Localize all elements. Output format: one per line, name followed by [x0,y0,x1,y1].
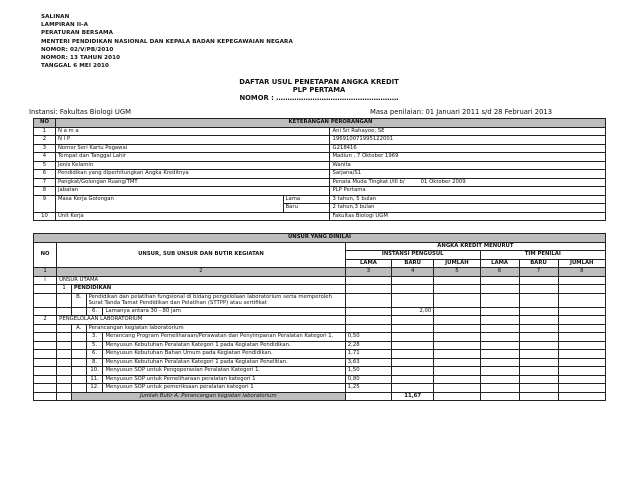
row-value: 3 tahun, 5 bulan [330,195,606,204]
item-no: 6. [86,307,103,316]
header-line: NOMOR: 13 TAHUN 2010 [41,55,121,62]
jumlah-value: 11,67 [392,392,434,401]
index-cell: 1 [34,268,57,277]
header-line: LAMPIRAN II-A [41,22,89,29]
row-no: 4 [34,153,56,162]
sub-letter: A. [71,324,86,333]
row-value: PLP Pertama [330,187,606,196]
table-row [34,170,606,179]
item-no: 10. [86,367,103,376]
document-title: DAFTAR USUL PENETAPAN ANGKA KREDIT [239,78,399,86]
col-instansi-pengusul-header: INSTANSI PENGUSUL [345,251,480,260]
table-row [34,195,606,204]
row-label: N a m a [55,127,330,136]
item-no: 12. [86,384,103,393]
index-cell: 8 [558,268,605,277]
header-line: NOMOR: 02/V/PB/2010 [41,46,114,53]
row-no: 8 [34,187,56,196]
col-baru: BARU [392,259,434,268]
table-row [34,178,606,187]
item-lama-value: 0,50 [345,333,391,342]
item-lama-value: 1,71 [345,350,391,359]
item-no: 11. [86,375,103,384]
sub-unsur-text: Perancangan kegiatan laboratorium [86,324,345,333]
row-no: 1 [34,127,56,136]
index-cell: 5 [434,268,480,277]
table-row [34,136,606,145]
scores-table: UNSUR YANG DINILAI NO UNSUR, SUB UNSUR DAN BUTIR KEGIATAN ANGKA KREDIT MENURUT INSTANSI PENGUSUL TIM PENILAI LAMA BARU JUMLAH LAMA BARU JUMLAH 1 2 3 4 5 6 7 8 I UNSUR UTAMA 1 PENDIDIKAN B. Pendidikan dan pelatihan fungsional di bidang pengelolaan laboratorium serta memperoleh Surat Tanda Tamat Pendidikan dan Pelatihan (STTPP) atau sertifikat 6. Lamanya antara 30 - 80 jam 2,00 2 PENGELOLAAN LABORATORIUM A. Perancangan kegiatan laboratorium 3. Merancang Program Pemeliharaan/Perawatan dan Penyimpanan Peralatan Kategori 1. 0,50 5. Menyusun Kebutuhan Peralatan Kategori 1 pada Kegiatan Pendidikan. 2,28 6. Menyusun Kebutuhan Bahan Umum pada Kegiatan Pendidikan. 1,71 8. Menyusun Kebutuhan Peralatan Kategori 1 pada Kegiatan Penelitian. 3,63 10. Menyusun SOP untuk Pengoperasian Peralatan Kategori 1. 1,50 11. Menyusun SOP untuk Pemeliharaan peralatan kategori 1 0,80 12. Menyusun SOP untuk pemeriksaan peralatan kategori 1 1,25 Jumlah Butir A. Perancangan kegiatan laboratorium 11,67 [33,233,606,401]
row-label: Masa Kerja Golongan [55,195,283,212]
row-sublabel-lama: Lama [283,195,330,204]
item-lama-value: 0,80 [345,375,391,384]
col-jumlah: JUMLAH [434,259,480,268]
personal-info-table [33,118,606,221]
row-value: Madiun , 7 Oktober 1969 [330,153,606,162]
table-row [34,384,606,393]
table-row [34,127,606,136]
item-text: Merancang Program Pemeliharaan/Perawatan dan Penyimpanan Peralatan Kategori 1. [103,333,345,342]
item-baru-value: 2,00 [392,307,434,316]
col-unsur-header: UNSUR, SUB UNSUR DAN BUTIR KEGIATAN [57,242,346,268]
row-label: Jenis Kelamin [55,161,330,170]
col-no-header: NO [34,119,56,128]
row-value [330,178,606,187]
item-lama-value: 1,25 [345,384,391,393]
item-no: 6. [86,350,103,359]
index-cell: 7 [519,268,558,277]
col-no-header: NO [34,242,57,268]
row-value: Ani Sri Rahayoe, SE [330,127,606,136]
jumlah-label: Jumlah Butir A. Perancangan kegiatan laboratorium [71,392,345,401]
pendidikan-label: PENDIDIKAN [71,285,345,294]
item-text: Menyusun SOP untuk Pengoperasian Peralatan Kategori 1. [103,367,345,376]
row-sublabel-baru: Baru [283,204,330,213]
index-cell: 2 [57,268,346,277]
row-no: 6 [34,170,56,179]
col-lama: LAMA [480,259,519,268]
row-no: 3 [34,144,56,153]
unsur-dinilai-header: UNSUR YANG DINILAI [34,234,606,243]
item-lama-value: 2,28 [345,341,391,350]
header-line: PERATURAN BERSAMA [41,30,114,37]
table-row [34,161,606,170]
col-lama: LAMA [345,259,391,268]
table-row [34,212,606,221]
table-row [34,333,606,342]
item-no: 8. [86,358,103,367]
masa-penilaian: Masa penilaian: 01 Januari 2011 s/d 28 Februari 2013 [370,108,553,116]
document-subtitle: PLP PERTAMA [292,86,346,94]
row-value: Sarjana/S1 [330,170,606,179]
item-text: Menyusun SOP untuk pemeriksaan peralatan kategori 1 [103,384,345,393]
col-jumlah: JUMLAH [558,259,605,268]
item-text: Menyusun Kebutuhan Peralatan Kategori 1 pada Kegiatan Penelitian. [103,358,345,367]
row-value: 2 tahun,3 bulan [330,204,606,213]
item-text: Lamanya antara 30 - 80 jam [103,307,345,316]
row-label: Pangkat/Golongan Ruang/TMT [55,178,330,187]
sub-letter: B. [71,293,86,307]
row-value: Wanita [330,161,606,170]
index-cell: 6 [480,268,519,277]
row-label: Unit Kerja [55,212,330,221]
item-text: Menyusun SOP untuk Pemeliharaan peralatan kategori 1 [103,375,345,384]
table-row [34,144,606,153]
table-row [34,375,606,384]
col-angka-kredit-header: ANGKA KREDIT MENURUT [345,242,605,251]
row-no: 5 [34,161,56,170]
header-line: MENTERI PENDIDIKAN NASIONAL DAN KEPALA BADAN KEPEGAWAIAN NEGARA [41,38,293,45]
row-no: 7 [34,178,56,187]
row-no: 10 [34,212,56,221]
header-line: SALINAN [41,14,70,20]
index-cell: 4 [392,268,434,277]
row-label: Pendidikan yang diperhitungkan Angka Kreditnya [55,170,330,179]
row-label: N I P [55,136,330,145]
table-row [34,350,606,359]
row-label: Nomor Seri Kartu Pegawai [55,144,330,153]
index-cell: 3 [345,268,391,277]
table-row [34,187,606,196]
document-number: NOMOR : ……………………………………………… [239,94,399,102]
row-value: Fakultas Biologi UGM [330,212,606,221]
row-label: Tempat dan Tanggal Lahir [55,153,330,162]
row-value: 196910071995122001 [330,136,606,145]
table-row [34,341,606,350]
unsur-utama-label: UNSUR UTAMA [57,276,346,285]
item-no: 3. [86,333,103,342]
item-lama-value: 1,50 [345,367,391,376]
row-no: 2 [34,136,56,145]
row-no: 2 [34,316,57,325]
row-no: 9 [34,195,56,212]
tmt-value: 01 Oktober 2009 [420,178,466,185]
pengelolaan-label: PENGELOLAAN LABORATORIUM [57,316,346,325]
table-row [34,367,606,376]
row-value: G218416 [330,144,606,153]
col-tim-penilai-header: TIM PENILAI [480,251,605,260]
instansi-label: Instansi: Fakultas Biologi UGM [29,108,132,116]
header-line: TANGGAL 6 MEI 2010 [41,63,110,70]
table-row [34,358,606,367]
pangkat-value: Penata Muda Tingkat I/III b/ [332,178,405,185]
item-no: 5. [86,341,103,350]
row-label: Jabatan [55,187,330,196]
item-text: Menyusun Kebutuhan Bahan Umum pada Kegiatan Pendidikan. [103,350,345,359]
item-lama-value: 3,63 [345,358,391,367]
col-baru: BARU [519,259,558,268]
item-text: Menyusun Kebutuhan Peralatan Kategori 1 pada Kegiatan Pendidikan. [103,341,345,350]
col-keterangan-header: KETERANGAN PERORANGAN [55,119,605,128]
document-header [41,13,293,70]
sub-unsur-text: Pendidikan dan pelatihan fungsional di bidang pengelolaan laboratorium serta memperoleh Surat Tanda Tamat Pendidikan dan Pelatihan (STTPP) atau sertifikat [86,293,345,307]
table-row [34,153,606,162]
